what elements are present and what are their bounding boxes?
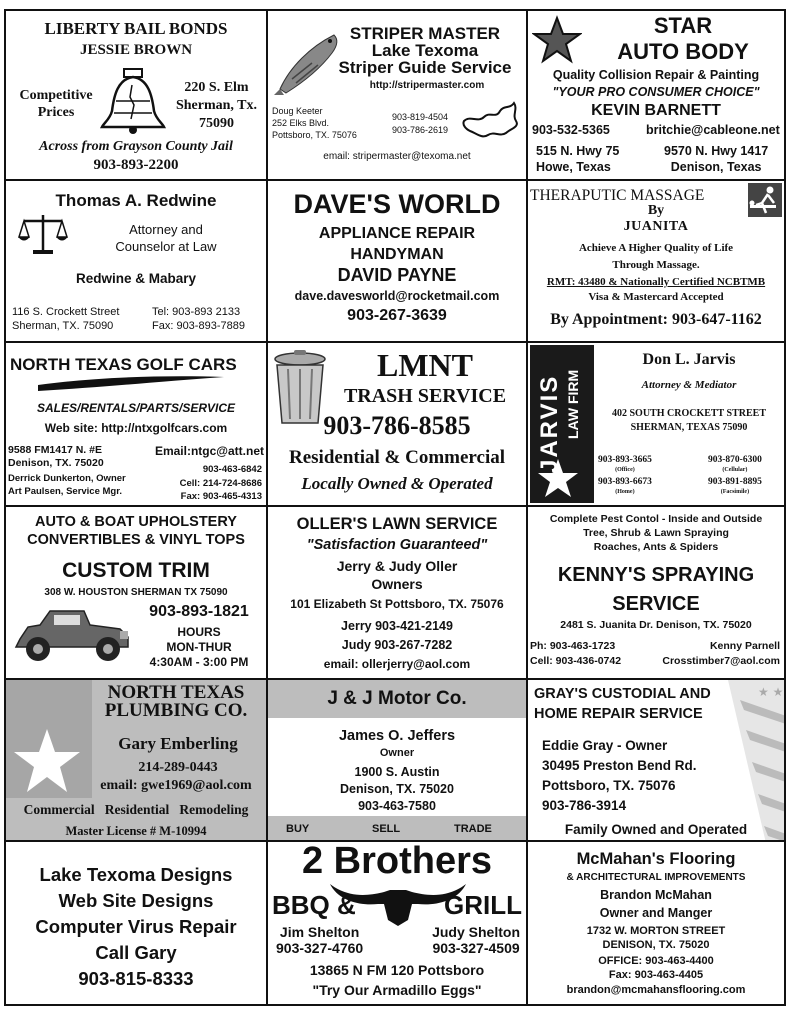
firm-name: Redwine & Mabary — [75, 271, 197, 286]
email: britchie@cableone.net — [646, 123, 780, 137]
lake-texoma-designs-ad — [4, 840, 268, 1006]
email: email: stripermaster@texoma.net — [323, 151, 471, 162]
service: TRASH SERVICE — [343, 385, 507, 407]
owner-name: James O. Jeffers — [338, 728, 456, 744]
star-icon — [532, 15, 582, 65]
grays-custodial-ad — [526, 678, 786, 842]
slogan: "Satisfaction Guaranteed" — [306, 537, 488, 553]
kennys-spraying-ad — [526, 505, 786, 680]
address-denison: 9570 N. Hwy 1417 Denison, Texas — [664, 144, 769, 174]
phone: 903-532-5365 — [532, 123, 610, 137]
services: Complete Pest Contol - Inside and Outside Tree, Shrub & Lawn Spraying Roaches, Ants & Spiders — [549, 513, 763, 553]
liberty-bell-icon — [98, 67, 168, 135]
buy-label: BUY — [286, 823, 310, 835]
logo-law-firm: LAW FIRM — [565, 369, 581, 439]
business-name: THERAPUTIC MASSAGE — [530, 187, 705, 204]
business-name: KENNY'S SPRAYING SERVICE — [557, 564, 755, 615]
phones: Jerry 903-421-2149 Judy 903-267-7282 — [341, 619, 453, 652]
business-name: GRAY'S CUSTODIAL AND HOME REPAIR SERVICE — [534, 686, 711, 722]
contact-info: Eddie Gray - Owner 30495 Preston Bend Rd. Pottsboro, TX. 75076 903-786-3914 — [542, 738, 697, 813]
phone: 214-289-0443 — [138, 760, 218, 775]
tagline: Family Owned and Operated — [564, 822, 748, 837]
phones: Tel: 903-893 2133 Fax: 903-893-7889 — [152, 306, 245, 332]
email: email: gwe1969@aol.com — [100, 778, 252, 793]
email: Email:ntgc@att.net — [154, 444, 264, 458]
bbq-label: BBQ & — [272, 890, 356, 920]
business-name: STAR AUTO BODY — [617, 13, 749, 64]
tagline: "Try Our Armadillo Eggs" — [312, 982, 482, 998]
email: email: ollerjerry@aol.com — [323, 657, 471, 671]
grill-label: GRILL — [444, 890, 522, 920]
website: Web site: http://ntxgolfcars.com — [44, 421, 228, 435]
phone: 903-267-3639 — [347, 307, 447, 324]
phones: 903-819-4504 903-786-2619 — [392, 112, 449, 135]
address: 1900 S. Austin Denison, TX. 75020 903-463-7580 — [340, 765, 454, 813]
title: Attorney and Counselor at Law — [115, 222, 217, 254]
custom-trim-ad — [4, 505, 268, 680]
address: 101 Elizabeth St Pottsboro, TX. 75076 — [290, 597, 504, 611]
address: 13865 N FM 120 Pottsboro — [309, 962, 485, 978]
jarvis-law-firm-ad — [526, 341, 786, 507]
tagline: Across from Grayson County Jail — [39, 139, 233, 154]
contact-info: Doug Keeter 252 Elks Blvd. Pottsboro, TX. 75076 — [272, 106, 357, 140]
website: http://stripermaster.com — [369, 80, 485, 91]
email: brandon@mcmahansflooring.com — [566, 984, 746, 996]
ollers-lawn-service-ad — [266, 505, 528, 680]
attorney-name: Don L. Jarvis — [642, 351, 736, 368]
phone-facsimile: 903-891-8895 (Facsimile) — [708, 477, 762, 495]
hot-rod-car-icon — [10, 605, 134, 663]
address: 2481 S. Juanita Dr. Denison, TX. 75020 — [560, 619, 752, 631]
business-name: STRIPER MASTER Lake Texoma Striper Guide Service — [338, 24, 512, 77]
ad-grid — [5, 10, 785, 1005]
owner-name: JUANITA — [623, 219, 689, 234]
hours: HOURS MON-THUR 4:30AM - 3:00 PM — [149, 625, 249, 669]
scales-of-justice-icon — [18, 213, 68, 255]
star-icon — [536, 457, 580, 501]
star-auto-body-ad — [526, 9, 786, 181]
north-texas-golf-cars-ad — [4, 341, 268, 507]
mcmahans-flooring-ad — [526, 840, 786, 1006]
ad-title: LIBERTY BAIL BONDS — [44, 19, 228, 38]
liberty-bail-bonds-ad — [4, 9, 268, 181]
owners: Jerry & Judy Oller Owners — [336, 558, 458, 592]
owner-name: KEVIN BARNETT — [591, 102, 721, 119]
business-name: OLLER'S LAWN SERVICE — [296, 515, 498, 533]
lmnt-trash-service-ad — [266, 341, 528, 507]
phone-cellular: 903-870-6300 (Cellular) — [708, 455, 762, 473]
law-firm-logo — [530, 345, 594, 503]
appointment-phone: By Appointment: 903-647-1162 — [550, 311, 762, 328]
prices-text: Competitive Prices — [19, 88, 93, 120]
phones: Ph: 903-463-1723 Cell: 903-436-0742 — [530, 640, 622, 667]
business-name: NORTH TEXAS GOLF CARS — [10, 355, 237, 374]
logo-jarvis: JARVIS — [536, 374, 563, 474]
by-label: By — [647, 203, 665, 218]
slogan: Quality Collision Repair & Painting — [552, 68, 760, 82]
certification: RMT: 43480 & Nationally Certified NCBTMB — [546, 276, 766, 288]
sell-label: SELL — [372, 823, 401, 835]
jj-motor-co-ad — [266, 678, 528, 842]
phone-office: 903-893-3665 (Office) — [598, 455, 652, 473]
title: Attorney & Mediator — [641, 379, 737, 391]
address: 9588 FM1417 N. #E Denison, TX. 75020 — [8, 444, 104, 469]
email: dave.davesworld@rocketmail.com — [294, 289, 500, 303]
tagline: Achieve A Higher Quality of Life Through Massage. — [578, 242, 734, 271]
phone-home: 903-893-6673 (Home) — [598, 477, 652, 495]
owner-label: Owner — [379, 747, 415, 759]
business-name: CUSTOM TRIM — [62, 559, 210, 582]
cell-fax: Cell: 214-724-8686 Fax: 903-465-4313 — [179, 478, 262, 502]
business-name: DAVE'S WORLD — [293, 189, 501, 219]
services: SALES/RENTALS/PARTS/SERVICE — [36, 401, 236, 415]
owner-name: JESSIE BROWN — [79, 42, 193, 58]
owned-tagline: Locally Owned & Operated — [301, 474, 493, 493]
owner-name: Gary Emberling — [118, 734, 238, 753]
theraputic-massage-ad — [526, 179, 786, 343]
svg-text:★ ★: ★ ★ — [758, 685, 784, 699]
choice-slogan: "YOUR PRO CONSUMER CHOICE" — [552, 85, 760, 99]
service-types: Residential & Commercial — [289, 447, 505, 468]
cards-accepted: Visa & Mastercard Accepted — [588, 291, 724, 303]
address: 220 S. Elm Sherman, Tx. 75090 — [175, 80, 258, 131]
business-name: NORTH TEXAS PLUMBING CO. — [104, 682, 248, 721]
redwine-law-ad — [4, 179, 268, 343]
business-name: J & J Motor Co. — [327, 688, 467, 709]
services: APPLIANCE REPAIR HANDYMAN — [318, 225, 476, 263]
owner-name: DAVID PAYNE — [337, 265, 457, 285]
service-types: Commercial Residential Remodeling — [23, 802, 249, 817]
lake-map-icon — [460, 95, 522, 145]
subtitle: & ARCHITECTURAL IMPROVEMENTS — [566, 872, 746, 883]
judy-contact: Judy Shelton 903-327-4509 — [432, 924, 520, 956]
business-name: McMahan's Flooring — [576, 850, 736, 868]
services: Lake Texoma Designs Web Site Designs Computer Virus Repair Call Gary 903-815-8333 — [35, 864, 237, 989]
phone: 903-463-6842 — [202, 464, 262, 475]
address: 308 W. HOUSTON SHERMAN TX 75090 — [44, 587, 228, 598]
daves-world-ad — [266, 179, 528, 343]
trade-label: TRADE — [454, 823, 492, 835]
two-brothers-bbq-ad — [266, 840, 528, 1006]
swoosh-graphic — [36, 373, 226, 395]
north-texas-plumbing-ad — [4, 678, 268, 842]
owner-contact: Kenny Parnell Crosstimber7@aol.com — [662, 640, 780, 667]
address: 116 S. Crockett Street Sherman, TX. 75090 — [12, 306, 120, 332]
owner: Brandon McMahan Owner and Manger — [599, 888, 713, 920]
phone: 903-786-8585 — [323, 411, 471, 440]
address: 402 SOUTH CROCKETT STREET SHERMAN, TEXAS 75090 — [611, 408, 767, 433]
phone: 903-893-2200 — [93, 157, 179, 173]
address-howe: 515 N. Hwy 75 Howe, Texas — [536, 144, 620, 174]
jim-contact: Jim Shelton 903-327-4760 — [276, 924, 364, 956]
phone: 903-893-1821 — [149, 603, 249, 620]
address: 1732 W. MORTON STREET DENISON, TX. 75020 — [586, 925, 726, 951]
services: AUTO & BOAT UPHOLSTERY CONVERTIBLES & VINYL TOPS — [27, 514, 245, 548]
texas-star-icon — [12, 726, 82, 796]
attorney-name: Thomas A. Redwine — [55, 191, 217, 210]
striper-master-ad — [266, 9, 528, 181]
license: Master License # M-10994 — [65, 824, 207, 838]
business-name: LMNT — [377, 347, 473, 383]
staff: Derrick Dunkerton, Owner Art Paulsen, Service Mgr. — [8, 473, 126, 497]
business-name: 2 Brothers — [301, 840, 493, 882]
phones: OFFICE: 903-463-4400 Fax: 903-463-4405 — [598, 955, 714, 981]
